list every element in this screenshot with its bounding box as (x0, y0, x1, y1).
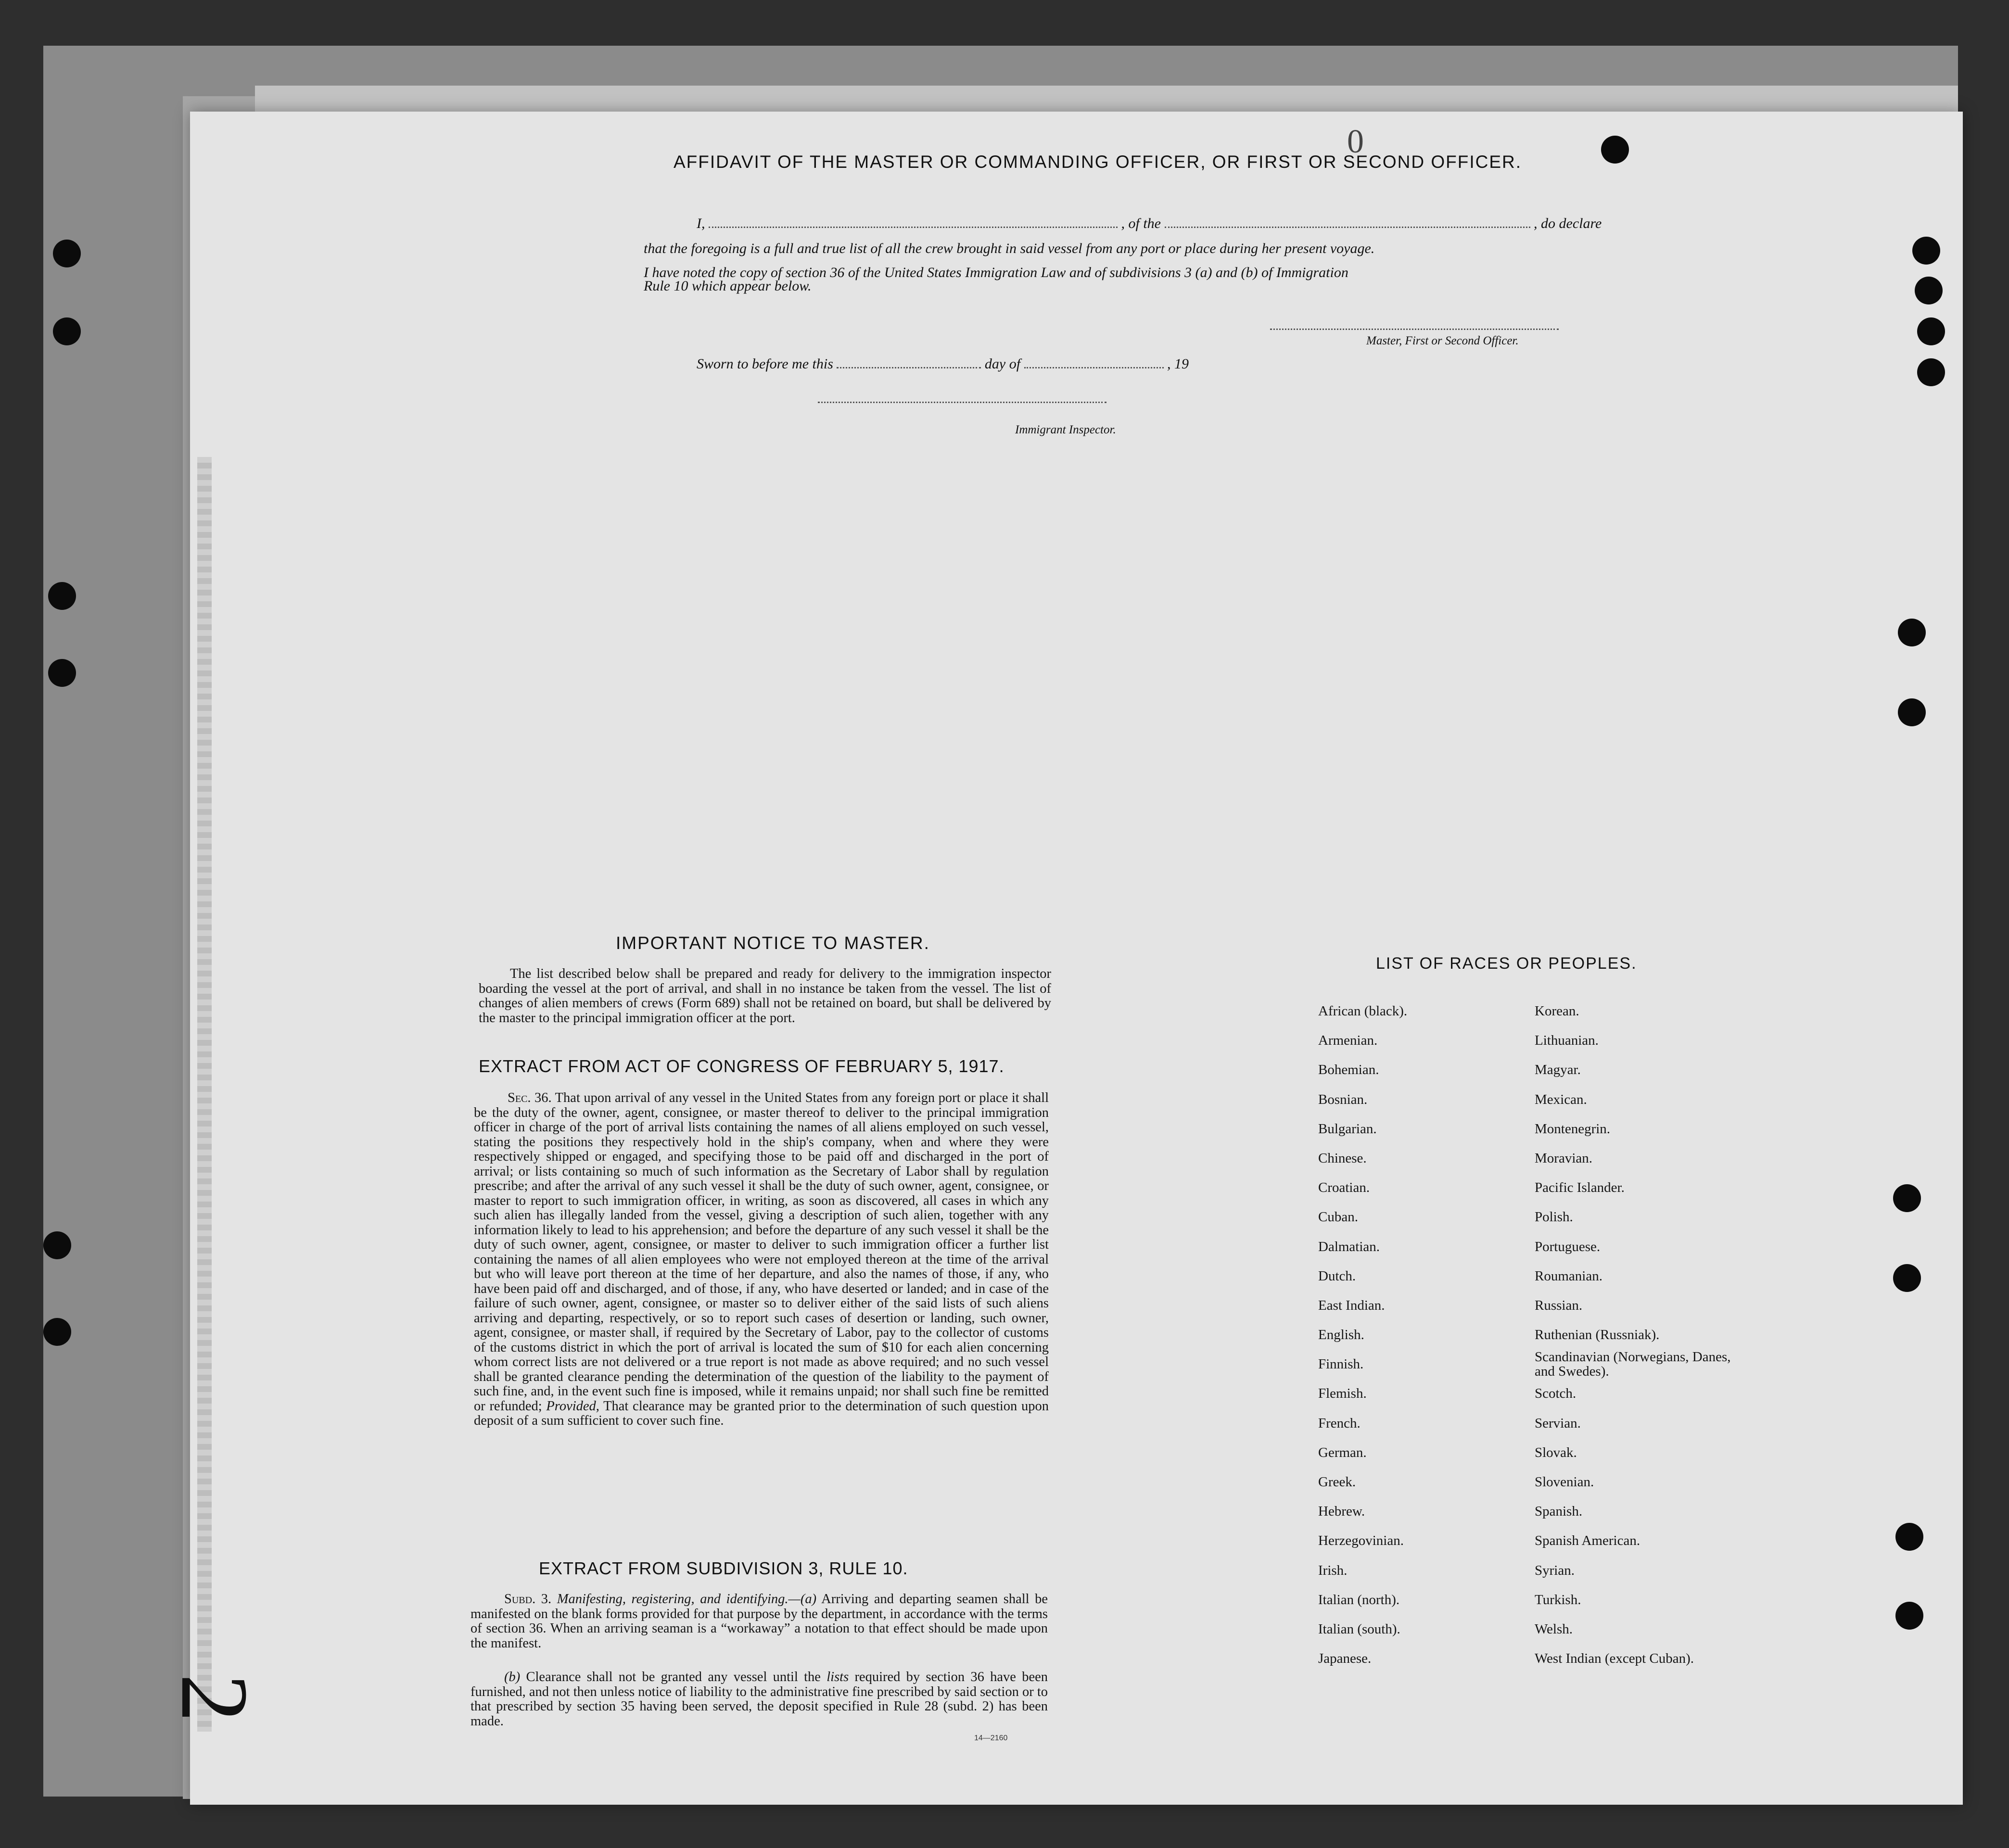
sworn-year-label: , 19 (1167, 356, 1189, 372)
race-item: Dutch. (1318, 1268, 1356, 1284)
binder-hole-icon (53, 317, 81, 345)
binder-hole-icon (1917, 358, 1945, 386)
race-item: African (black). (1318, 1003, 1408, 1019)
sec-label: Sec. 36. (508, 1090, 552, 1105)
races-left-column (1318, 997, 1407, 1673)
vessel-name-blank[interactable] (1165, 227, 1530, 228)
race-item: Italian (south). (1318, 1621, 1400, 1637)
act-text-block (474, 1091, 1049, 1429)
race-item: Cuban. (1318, 1209, 1358, 1225)
sworn-month-blank[interactable] (1024, 367, 1164, 368)
race-item: Greek. (1318, 1474, 1356, 1490)
act-text: That upon arrival of any vessel in the United States from any foreign port or place it shall be the duty of the owner, agent, consignee, or master thereof to deliver to the principal immigration officer in charge of the port of arrival lists containing the names of all aliens employed on such vessel, stating the positions they respectively hold in the ship's company, when and where they were respectively shipped or engaged, and specifying those to be paid off and discharged in the port of arrival; or lists containing so much of such information as the Secretary of Labor shall by regulation prescribe; and after the arrival of any such vessel it shall be the duty of such owner, agent, consignee, or master to report to such immigration officer, in writing, as soon as discovered, all cases in which any such alien has illegally landed from the vessel, giving a description of such alien, together with any information likely to lead to his apprehension; and before the departure of any such vessel it shall be the duty of such owner, agent, consignee, or master to deliver to such immigration officer a further list containing the names of all alien employees who were not employed thereon at the time of the arrival but who will leave port thereon at the time of her departure, and also the names of those, if any, who have been paid off and discharged, and of those, if any, who have deserted or landed; and in case of the failure of such owner, agent, consignee, or master so to deliver either of the said lists of such aliens arriving and departing, respectively, or so to report such cases of desertion or landing, such owner, agent, consignee, or master shall, if required by the Secretary of Labor, pay to the collector of customs of the customs district in which the port of arrival is located the sum of $10 for each alien concerning whom correct lists are not delivered or a true report is not made as above required; and no such vessel shall be granted clearance pending the determination of the question of the liability to the payment of such fine, and, in the event such fine is imposed, while it remains unpaid; nor shall such fine be remitted or refunded; (474, 1090, 1049, 1414)
race-item: Japanese. (1318, 1651, 1372, 1667)
subd-text-b1: Clearance shall not be granted any vessel until the (526, 1670, 821, 1684)
race-item: Pacific Islander. (1535, 1180, 1625, 1196)
page-number: 2 (161, 1674, 267, 1722)
race-item: Scandinavian (Norwegians, Danes, and Swedes). (1535, 1349, 1731, 1380)
subd-label: Subd. 3. (504, 1592, 552, 1607)
binder-hole-icon (1893, 1264, 1921, 1292)
binder-hole-icon (1895, 1602, 1923, 1630)
binder-hole-icon (48, 659, 76, 687)
race-item: Herzegovinian. (1318, 1533, 1404, 1549)
subd-lists: lists (826, 1670, 849, 1684)
races-title: LIST OF RACES OR PEOPLES. (1376, 954, 1637, 973)
race-item: Finnish. (1318, 1356, 1364, 1372)
race-item: Bulgarian. (1318, 1121, 1377, 1137)
form-code: 14—2160 (974, 1734, 1008, 1742)
binder-hole-icon (1601, 136, 1629, 164)
race-item: Montenegrin. (1535, 1121, 1611, 1137)
race-item: Spanish. (1535, 1504, 1583, 1519)
affidavit-line-4: Rule 10 which appear below. (644, 278, 812, 294)
master-signature-line[interactable] (1270, 317, 1559, 334)
binder-hole-icon (1898, 698, 1926, 726)
race-item: English. (1318, 1327, 1364, 1343)
sworn-line (697, 356, 1189, 372)
affidavit-line-3: I have noted the copy of section 36 of the United States Immigration Law and of subdivisions 3 (a) and (b) of Immigration (644, 265, 1348, 280)
sworn-date-blank[interactable] (837, 367, 981, 368)
race-item: Hebrew. (1318, 1504, 1365, 1519)
binder-hole-icon (1912, 237, 1940, 265)
affidavit-line-1-start: I, (697, 215, 705, 231)
binder-hole-icon (43, 1318, 71, 1346)
affidavit-line-1-end: , do declare (1534, 215, 1602, 231)
race-item: Irish. (1318, 1562, 1348, 1578)
race-item: Moravian. (1535, 1150, 1592, 1166)
affidavit-line-1-mid: , of the (1121, 215, 1161, 231)
race-item: East Indian. (1318, 1297, 1385, 1313)
notice-text: The list described below shall be prepared and ready for delivery to the immigration inspector boarding the vessel at the port of arrival, and shall in no instance be taken from the vessel. The list of changes of alien members of crews (Form 689) shall not be retained on board, but shall be delivered by the master to the principal immigration officer at the port. (479, 966, 1051, 1025)
race-item: Italian (north). (1318, 1592, 1400, 1608)
race-item: Russian. (1535, 1297, 1583, 1313)
race-item: Syrian. (1535, 1562, 1575, 1578)
race-item: Dalmatian. (1318, 1239, 1380, 1254)
binder-hole-icon (1915, 277, 1943, 304)
sworn-day-label: day of (984, 356, 1021, 372)
subd-text-b2: required by section 36 have been furnished, and not then unless notice of liability to the administrative fine prescribed by said section or to that prescribed by section 35 having been served, the deposit specified in Rule 28 (subd. 2) has been made. (470, 1670, 1048, 1729)
race-item: French. (1318, 1415, 1361, 1431)
binder-hole-icon (43, 1231, 71, 1259)
race-item: German. (1318, 1444, 1367, 1460)
race-item: Turkish. (1535, 1592, 1581, 1608)
race-item: Servian. (1535, 1415, 1581, 1431)
binder-hole-icon (1893, 1184, 1921, 1212)
race-item: Mexican. (1535, 1091, 1587, 1107)
proviso-label: Provided, (546, 1398, 599, 1414)
race-item: Flemish. (1318, 1386, 1367, 1402)
race-item: Polish. (1535, 1209, 1573, 1225)
race-item: West Indian (except Cuban). (1535, 1651, 1694, 1667)
race-item: Croatian. (1318, 1180, 1370, 1196)
rule-title: EXTRACT FROM SUBDIVISION 3, RULE 10. (539, 1558, 908, 1578)
rule-text-block-b (470, 1670, 1048, 1729)
race-item: Portuguese. (1535, 1239, 1601, 1254)
race-item: Lithuanian. (1535, 1033, 1599, 1049)
races-right-column (1535, 997, 1746, 1673)
binder-hole-icon (1895, 1523, 1923, 1551)
race-item: Scotch. (1535, 1386, 1577, 1402)
rule-text-block (470, 1592, 1048, 1651)
race-item: Ruthenian (Russniak). (1535, 1327, 1660, 1343)
binder-hole-icon (1898, 619, 1926, 646)
race-item: Armenian. (1318, 1033, 1378, 1049)
race-item: Chinese. (1318, 1150, 1367, 1166)
binder-hole-icon (48, 582, 76, 610)
act-title: EXTRACT FROM ACT OF CONGRESS OF FEBRUARY 5, 1917. (479, 1056, 1004, 1076)
master-signature-label: Master, First or Second Officer. (1366, 334, 1519, 347)
page-edge-stripe (197, 457, 212, 1732)
notice-title: IMPORTANT NOTICE TO MASTER. (616, 933, 930, 953)
race-item: Bohemian. (1318, 1062, 1379, 1078)
race-item: Bosnian. (1318, 1091, 1368, 1107)
inspector-signature-line[interactable] (818, 391, 1106, 407)
affidavit-title: AFFIDAVIT OF THE MASTER OR COMMANDING OFFICER, OR FIRST OR SECOND OFFICER. (674, 152, 1522, 172)
race-item: Korean. (1535, 1003, 1579, 1019)
binder-hole-icon (1917, 317, 1945, 345)
subd-heading: Manifesting, registering, and identifying.—(a) (557, 1592, 817, 1607)
affidavit-line-2: that the foregoing is a full and true list of all the crew brought in said vessel from any port or place during her present voyage. (644, 240, 1375, 256)
race-item: Welsh. (1535, 1621, 1573, 1637)
sworn-label: Sworn to before me this (697, 356, 833, 372)
race-item: Spanish American. (1535, 1533, 1640, 1549)
affidavit-line-1 (697, 215, 1602, 232)
binder-hole-icon (53, 240, 81, 267)
race-item: Magyar. (1535, 1062, 1581, 1078)
stamp-mark: 0 (1347, 123, 1364, 160)
proviso-text: That clearance may be granted prior to the determination of such question upon deposit of a sum sufficient to cover such fine. (474, 1398, 1049, 1428)
inspector-label: Immigrant Inspector. (1015, 423, 1116, 436)
race-item: Slovak. (1535, 1444, 1577, 1460)
race-item: Slovenian. (1535, 1474, 1594, 1490)
race-item: Roumanian. (1535, 1268, 1602, 1284)
officer-name-blank[interactable] (709, 227, 1118, 228)
subd-label-b: (b) (504, 1670, 521, 1684)
subd-text-a: Arriving and departing seamen shall be manifested on the blank forms provided for that purpose by the department, in accordance with the terms of section 36. When an arriving seaman is a “workaway” a notation to that effect should be made upon the manifest. (470, 1592, 1048, 1651)
